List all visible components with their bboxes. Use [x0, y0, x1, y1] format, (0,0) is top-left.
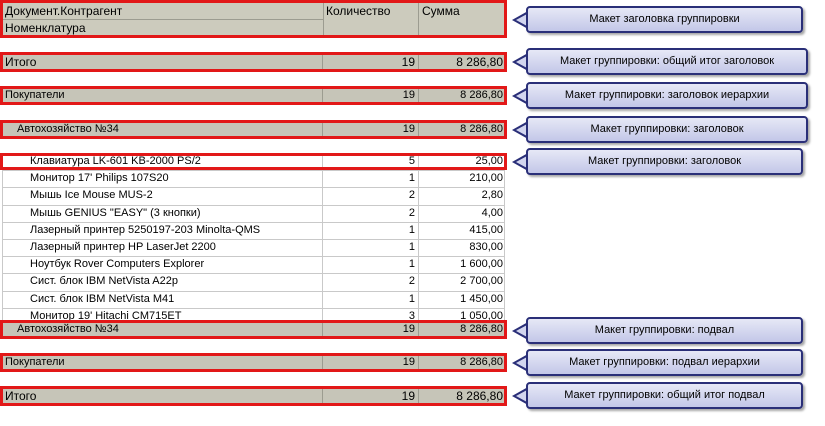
item-qty: 5 — [408, 155, 415, 167]
header-outline — [0, 0, 507, 38]
callout-group-header-2: Макет группировки: заголовок — [512, 148, 803, 175]
group-footer-outline — [0, 320, 507, 339]
header-col-sum: Сумма — [422, 4, 460, 18]
header-col-counterparty: Документ.Контрагент — [5, 4, 123, 18]
item-name: Монитор 19' Hitachi CM715ET — [30, 309, 182, 322]
item-sum: 415,00 — [469, 223, 503, 236]
callout-group-header-1: Макет группировки: заголовок — [512, 116, 808, 143]
item-name: Клавиатура LK-601 KB-2000 PS/2 — [30, 155, 201, 167]
item-sum: 1 450,00 — [460, 292, 503, 305]
detail-first-row-outline — [0, 153, 507, 170]
group-header-outline — [0, 120, 507, 139]
item-qty: 2 — [408, 275, 415, 288]
group-header-row: Автохозяйство №34 19 8 286,80 — [2, 123, 505, 136]
item-qty: 1 — [408, 258, 415, 271]
item-sum: 4,00 — [481, 206, 503, 219]
callout-total-footer: Макет группировки: общий итог подвал — [512, 382, 803, 409]
detail-table — [2, 153, 505, 326]
grand-total-header-outline — [0, 52, 507, 72]
item-qty: 3 — [408, 309, 415, 322]
item-sum: 2 700,00 — [460, 275, 503, 288]
table-row — [2, 274, 505, 291]
item-sum: 830,00 — [469, 240, 503, 253]
item-sum: 1 600,00 — [460, 258, 503, 271]
table-row — [2, 240, 505, 257]
item-qty: 1 — [408, 172, 415, 185]
callout-total-header: Макет группировки: общий итог заголовок — [512, 48, 808, 75]
item-qty: 2 — [408, 206, 415, 219]
item-sum: 25,00 — [475, 155, 503, 167]
hierarchy-header-outline — [0, 86, 507, 105]
item-name: Мышь Ice Mouse MUS-2 — [30, 189, 153, 202]
hierarchy-header-row: Покупатели 19 8 286,80 — [2, 89, 505, 102]
callout-footer: Макет группировки: подвал — [512, 317, 803, 344]
item-name: Лазерный принтер 5250197-203 Minolta-QMS — [30, 223, 261, 236]
table-row — [2, 257, 505, 274]
item-sum: 2,80 — [481, 189, 503, 202]
item-name: Сист. блок IBM NetVista A22p — [30, 275, 178, 288]
item-qty: 1 — [408, 240, 415, 253]
callout-hierarchy-header: Макет группировки: заголовок иерархии — [512, 82, 808, 109]
table-row — [2, 206, 505, 223]
grand-total-footer-outline — [0, 386, 507, 406]
table-row — [2, 188, 505, 205]
callout-hierarchy-footer: Макет группировки: подвал иерархии — [512, 349, 803, 376]
hierarchy-footer-outline — [0, 353, 507, 372]
item-name: Мышь GENIUS "EASY" (3 кнопки) — [30, 206, 201, 219]
item-sum: 1 050,00 — [460, 309, 503, 322]
callout-header: Макет заголовка группировки — [512, 6, 803, 33]
grand-total-footer-row: Итого 19 8 286,80 — [2, 389, 505, 403]
item-name: Ноутбук Rover Computers Explorer — [30, 258, 205, 271]
item-qty: 2 — [408, 189, 415, 202]
item-name: Лазерный принтер HP LaserJet 2200 — [30, 240, 216, 253]
item-name: Сист. блок IBM NetVista M41 — [30, 292, 175, 305]
table-row — [2, 292, 505, 309]
table-row — [2, 171, 505, 188]
item-qty: 1 — [408, 223, 415, 236]
header-col-item: Номенклатура — [5, 21, 86, 35]
header-col-qty: Количество — [326, 4, 391, 18]
group-footer-row: Автохозяйство №34 19 8 286,80 — [2, 323, 505, 336]
table-row — [2, 223, 505, 240]
grand-total-header-row: Итого 19 8 286,80 — [2, 55, 505, 69]
hierarchy-footer-row: Покупатели 19 8 286,80 — [2, 356, 505, 369]
item-sum: 210,00 — [469, 172, 503, 185]
item-qty: 1 — [408, 292, 415, 305]
item-name: Монитор 17' Philips 107S20 — [30, 172, 169, 185]
